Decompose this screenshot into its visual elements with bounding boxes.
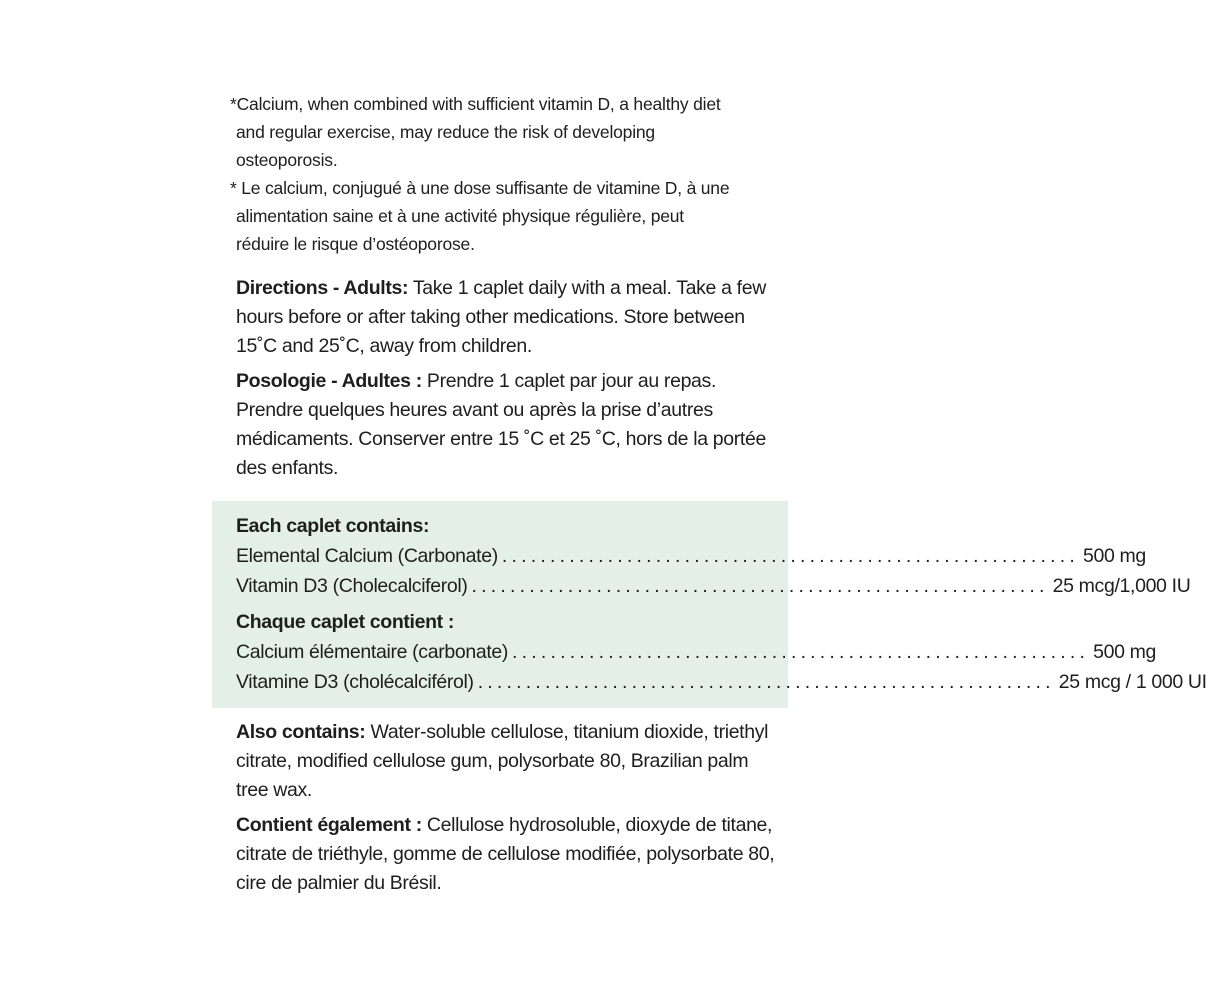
leader-dots: ............................................................ [477, 671, 1055, 693]
claim-en-line: osteoporosis. [236, 150, 338, 170]
claim-fr-line: réduire le risque d’ostéoporose. [236, 234, 475, 254]
also-en-text: Water-soluble cellulose, titanium dioxide, triethyl citrate, modified cellulose gum, polysorbate 80, Brazilian palm tree wax. [236, 721, 769, 801]
health-claims [230, 90, 790, 258]
directions-fr-text: Prendre 1 caplet par jour au repas. Prendre quelques heures avant ou après la prise d’autres médicaments. Conserver entre 15 ˚C et 25 ˚C, hors de la portée des enfants. [236, 370, 766, 479]
claim-fr-line: alimentation saine et à une activité physique régulière, peut [236, 206, 684, 226]
directions-en-text: Take 1 caplet daily with a meal. Take a few hours before or after taking other medications. Store between 15˚C and 25˚C, away from children. [236, 277, 766, 357]
directions-english [236, 274, 776, 361]
also-contains-section [236, 718, 776, 898]
ingredient-name: Vitamin D3 (Cholecalciferol) [236, 575, 468, 597]
ingredient-name: Elemental Calcium (Carbonate) [236, 545, 498, 567]
directions-french [236, 367, 776, 483]
directions-section [236, 274, 776, 483]
also-contains-english [236, 718, 776, 805]
claim-french [230, 174, 790, 258]
ingredient-row [236, 541, 1146, 571]
claim-fr-line: * Le calcium, conjugué à une dose suffisante de vitamine D, à une [230, 178, 730, 198]
ingredient-amount: 25 mcg/1,000 IU [1052, 575, 1191, 597]
claim-en-line: *Calcium, when combined with sufficient vitamin D, a healthy diet [230, 94, 721, 114]
directions-fr-label: Posologie - Adultes : [236, 370, 422, 392]
claim-english [230, 90, 790, 174]
leader-dots: ............................................................ [501, 545, 1079, 567]
ingredient-name: Calcium élémentaire (carbonate) [236, 641, 509, 663]
also-en-label: Also contains: [236, 721, 366, 743]
ingredient-row [236, 637, 1157, 667]
ingredients-en-heading: Each caplet contains: [236, 515, 430, 537]
leader-dots: ............................................................ [512, 641, 1090, 663]
ingredient-row [236, 571, 1191, 601]
ingredient-amount: 500 mg [1093, 641, 1157, 663]
ingredients-panel [212, 501, 1207, 708]
ingredient-amount: 25 mcg / 1 000 UI [1058, 671, 1207, 693]
also-contains-french [236, 811, 776, 898]
directions-en-label: Directions - Adults: [236, 277, 409, 299]
ingredient-name: Vitamine D3 (cholécalciférol) [236, 671, 474, 693]
leader-dots: ............................................................ [471, 575, 1049, 597]
ingredients-fr-heading: Chaque caplet contient : [236, 611, 455, 633]
also-fr-text: Cellulose hydrosoluble, dioxyde de titane, citrate de triéthyle, gomme de cellulose modifiée, polysorbate 80, cire de palmier du Brésil. [236, 814, 775, 894]
claim-en-line: and regular exercise, may reduce the risk of developing [236, 122, 655, 142]
also-fr-label: Contient également : [236, 814, 422, 836]
ingredient-amount: 500 mg [1082, 545, 1146, 567]
ingredient-row [236, 667, 1207, 697]
